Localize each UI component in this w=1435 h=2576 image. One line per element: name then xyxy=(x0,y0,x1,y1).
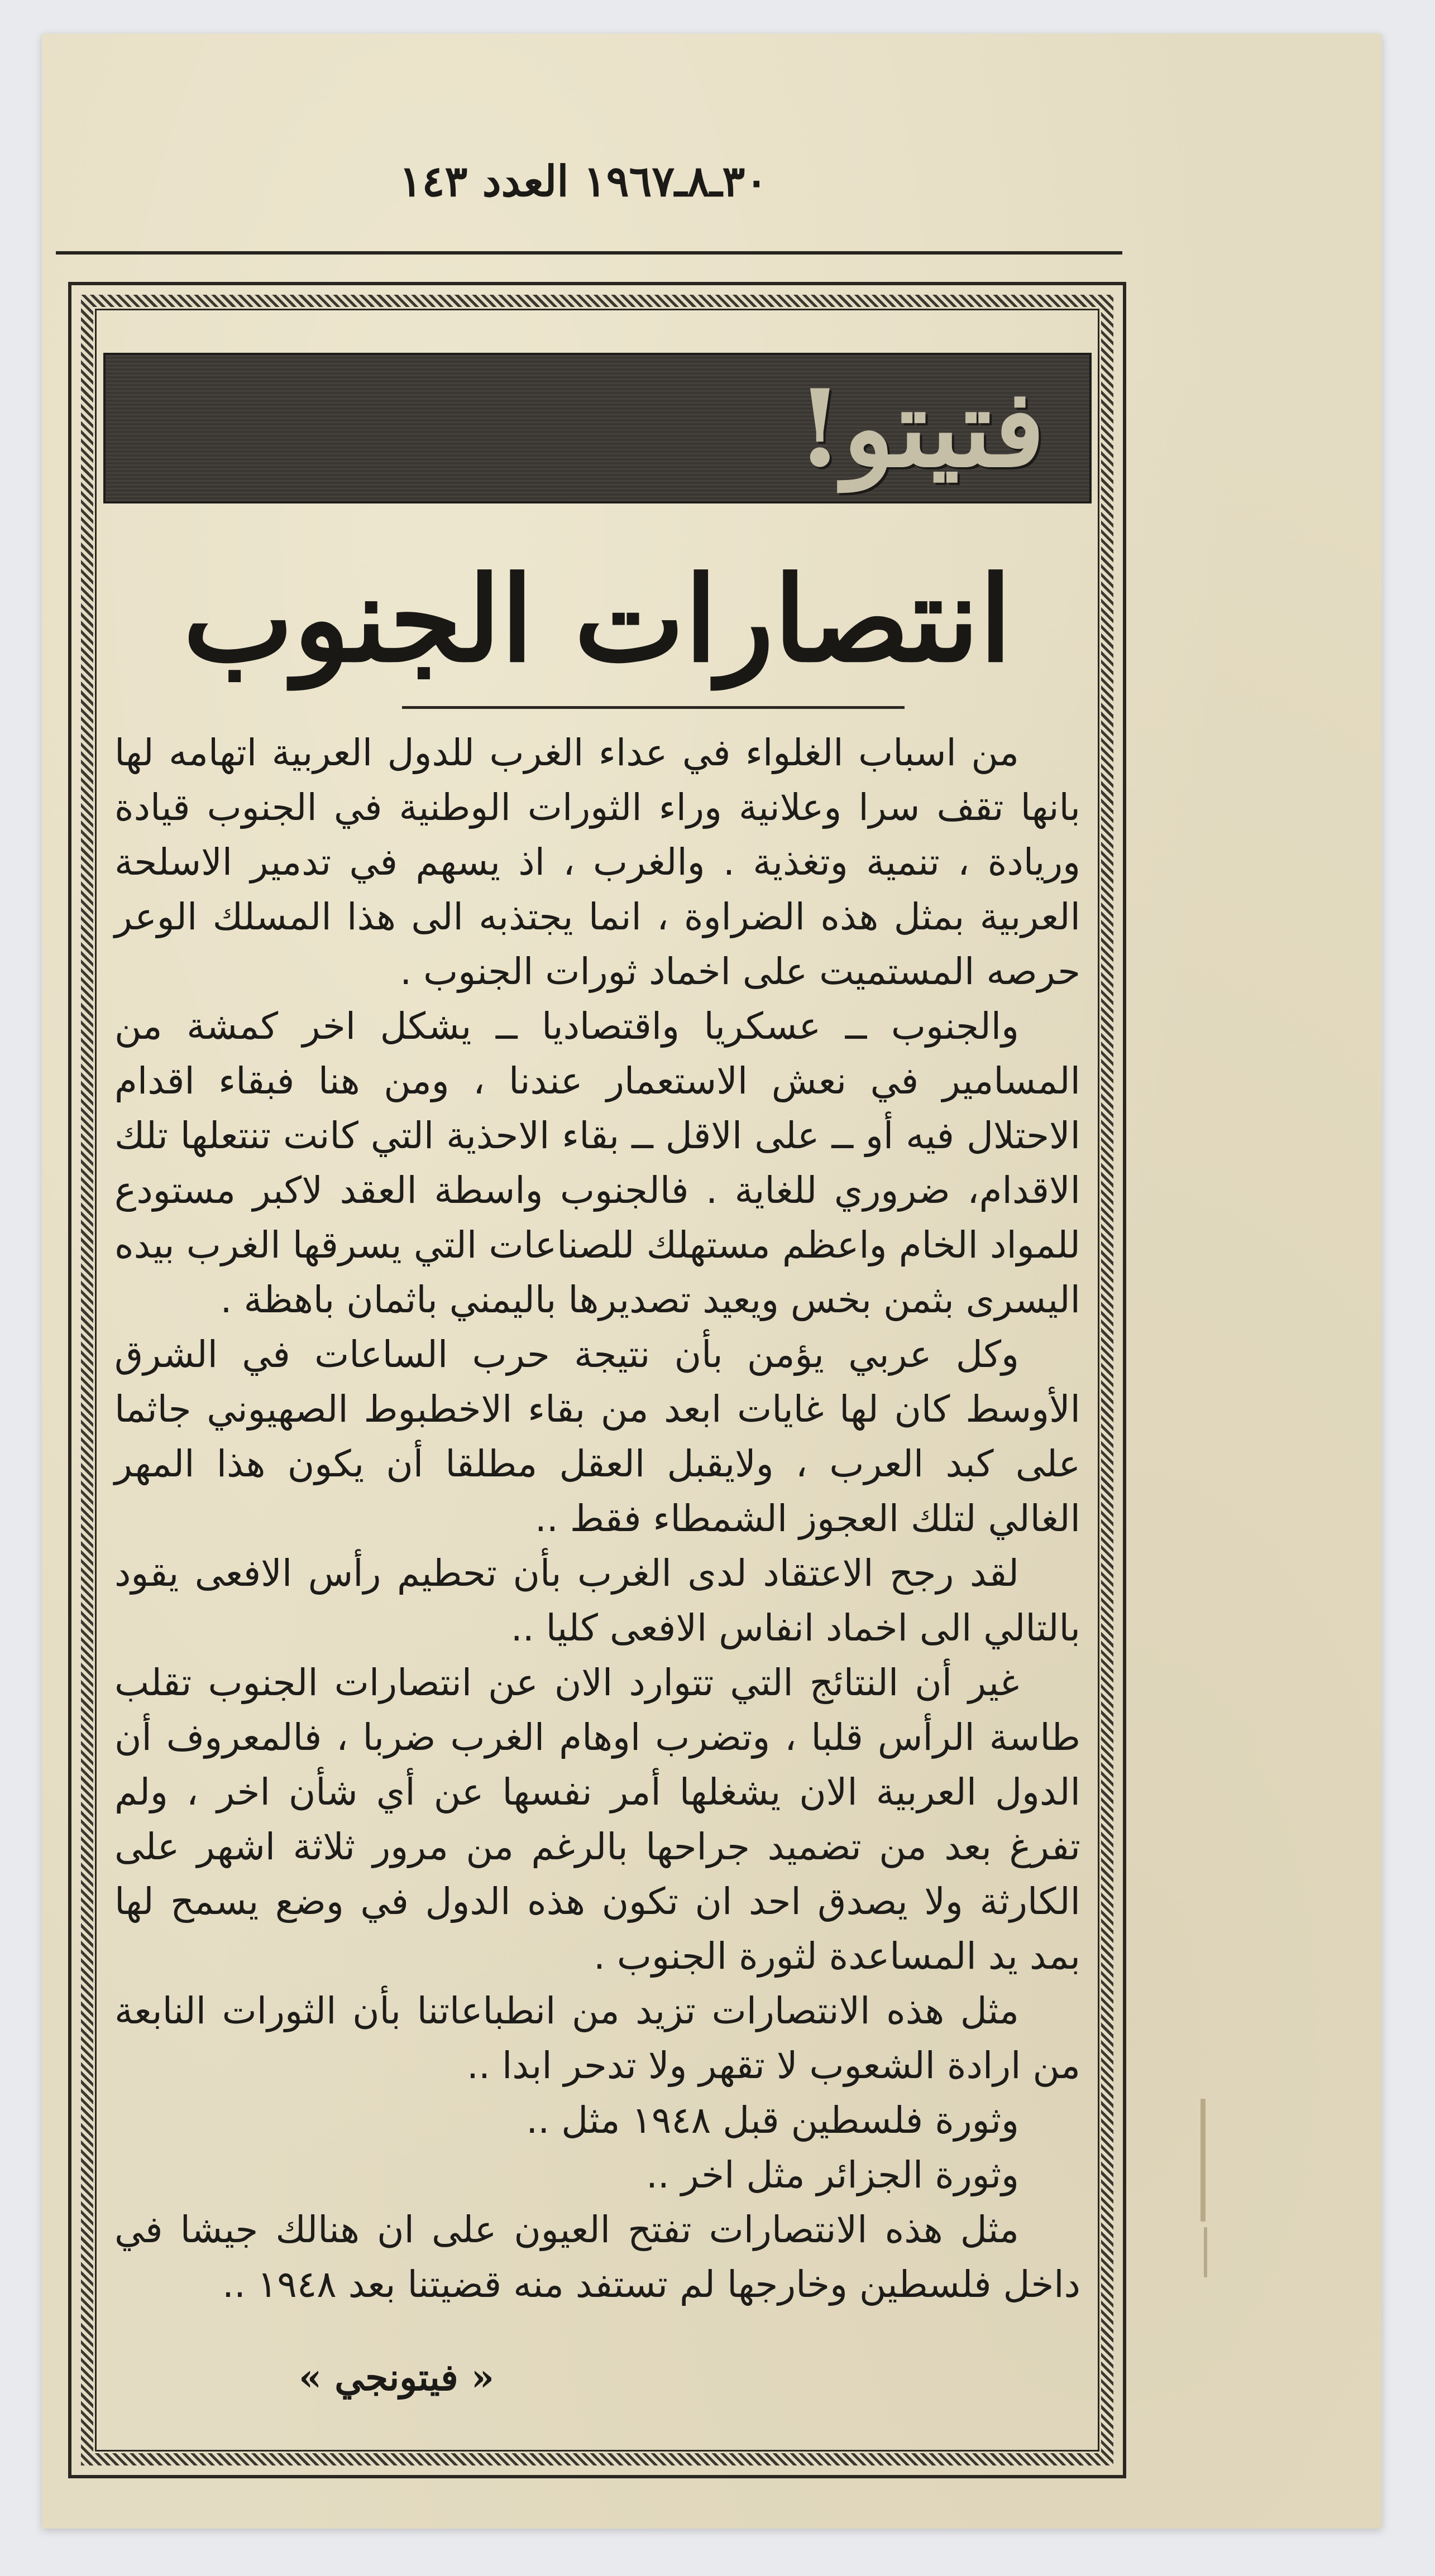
article-headline: انتصارات الجنوب xyxy=(183,550,1012,688)
header-rule xyxy=(56,251,1122,255)
article-paragraph: مثل هذه الانتصارات تفتح العيون على ان هنالك جيشا في داخل فلسطين وخارجها لم تستفد منه قضيتنا بعد ١٩٤٨ .. xyxy=(114,2208,1080,2306)
article-paragraph: غير أن النتائج التي تتوارد الان عن انتصارات الجنوب تقلب طاسة الرأس قلبا ، وتضرب اوهام الغرب ضربا ، فالمعروف أن الدول العربية الان يشغلها أمر نفسها عن أي شأن اخر ، ولم تفرغ بعد من تضميد جراحها بالرغم من مرور ثلاثة اشهر على الكارثة ولا يصدق احد ان تكون هذه الدول في وضع يسمح لها بمد يد المساعدة لثورة الجنوب . xyxy=(114,1661,1080,1978)
column-banner-label: فتيتو! xyxy=(796,366,1045,491)
issue-dateline: ٣٠ـ٨ـ١٩٦٧ العدد ١٤٣ xyxy=(399,156,768,206)
article-paragraph: مثل هذه الانتصارات تزيد من انطباعاتنا بأن الثورات النابعة من ارادة الشعوب لا تقهر ولا تدحر ابدا .. xyxy=(114,1989,1080,2087)
article-paragraph: وثورة الجزائر مثل اخر .. xyxy=(645,2153,1019,2196)
article-body xyxy=(114,726,1080,2312)
article-paragraph: وكل عربي يؤمن بأن نتيجة حرب الساعات في الشرق الأوسط كان لها غايات ابعد من بقاء الاخطبوط الصهيوني جاثما على كبد العرب ، ولايقبل العقل مطلقا أن يكون هذا المهر الغالي لتلك العجوز الشمطاء فقط .. xyxy=(114,1333,1080,1540)
column-banner xyxy=(103,353,1092,503)
headline-separator xyxy=(402,706,905,709)
paper-mark xyxy=(1204,2227,1207,2277)
article-paragraph: لقد رجح الاعتقاد لدى الغرب بأن تحطيم رأس الافعى يقود بالتالي الى اخماد انفاس الافعى كليا .. xyxy=(114,1552,1080,1649)
author-signature: « فيتونجي » xyxy=(299,2356,494,2399)
paper-mark xyxy=(1200,2099,1206,2222)
article-paragraph: من اسباب الغلواء في عداء الغرب للدول العربية اتهامه لها بانها تقف سرا وعلانية وراء الثورات الوطنية في الجنوب قيادة وريادة ، تنمية وتغذية . والغرب ، اذ يسهم في تدمير الاسلحة العربية بمثل هذه الضراوة ، انما يجتذبه الى هذا المسلك الوعر حرصه المستميت على اخماد ثورات الجنوب . xyxy=(114,731,1080,993)
article-paragraph: والجنوب ــ عسكريا واقتصاديا ــ يشكل اخر كمشة من المسامير في نعش الاستعمار عندنا ، ومن هنا فبقاء اقدام الاحتلال فيه أو ــ على الاقل ــ بقاء الاحذية التي كانت تنتعلها تلك الاقدام، ضروري للغاية . فالجنوب واسطة العقد لاكبر مستودع للمواد الخام واعظم مستهلك للصناعات التي يسرقها الغرب بيده اليسرى بثمن بخس ويعيد تصديرها باليمني باثمان باهظة . xyxy=(114,1005,1080,1321)
article-paragraph: وثورة فلسطين قبل ١٩٤٨ مثل .. xyxy=(526,2099,1019,2142)
